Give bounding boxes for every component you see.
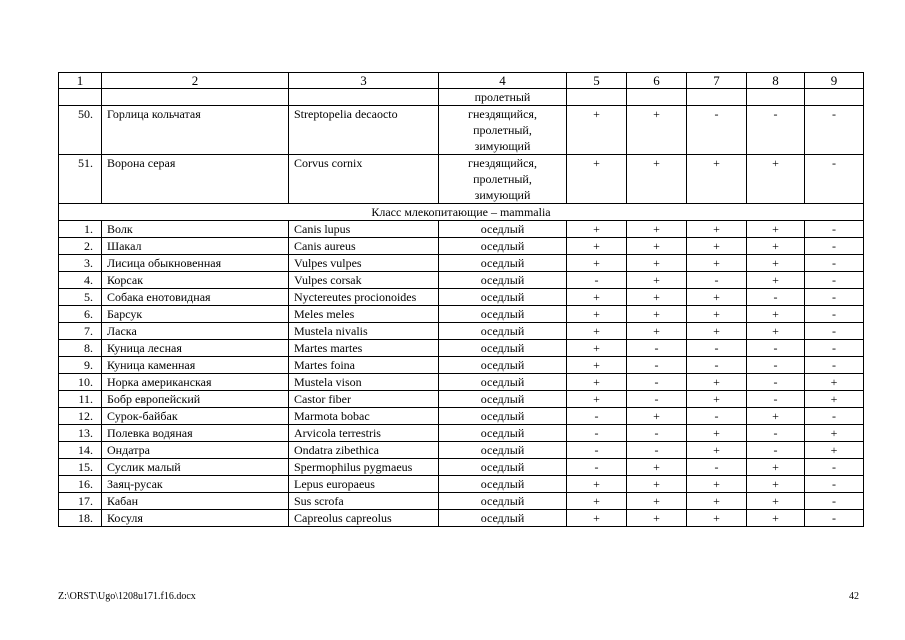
col-7-cell: +	[687, 155, 747, 204]
col-9-cell: -	[805, 493, 864, 510]
table-row	[59, 493, 864, 510]
col-9-cell: -	[805, 272, 864, 289]
col-5-cell: +	[567, 306, 627, 323]
col-9-cell: -	[805, 357, 864, 374]
row-number-cell: 5.	[59, 289, 102, 306]
col-7-cell	[687, 89, 747, 106]
status-cell: гнездящийся, пролетный, зимующий	[439, 155, 567, 204]
col-7-cell: +	[687, 289, 747, 306]
col-7-cell: +	[687, 510, 747, 527]
header-cell: 3	[289, 73, 439, 89]
col-7-cell: -	[687, 340, 747, 357]
table-row	[59, 272, 864, 289]
col-7-cell: +	[687, 238, 747, 255]
col-7-cell: +	[687, 391, 747, 408]
col-6-cell: -	[627, 357, 687, 374]
col-9-cell: +	[805, 374, 864, 391]
col-9-cell: -	[805, 476, 864, 493]
col-5-cell: +	[567, 221, 627, 238]
species-name-cell: Кабан	[102, 493, 289, 510]
species-name-cell: Волк	[102, 221, 289, 238]
col-6-cell: +	[627, 459, 687, 476]
species-table	[58, 72, 864, 527]
species-name-cell: Куница лесная	[102, 340, 289, 357]
latin-name-cell: Vulpes corsak	[289, 272, 439, 289]
col-9-cell: -	[805, 255, 864, 272]
col-7-cell: +	[687, 476, 747, 493]
row-number-cell: 51.	[59, 155, 102, 204]
col-6-cell: -	[627, 374, 687, 391]
col-9-cell: -	[805, 221, 864, 238]
col-6-cell: +	[627, 272, 687, 289]
row-number-cell: 9.	[59, 357, 102, 374]
col-7-cell: +	[687, 323, 747, 340]
col-6-cell: -	[627, 340, 687, 357]
table-row	[59, 391, 864, 408]
col-9-cell: -	[805, 289, 864, 306]
section-row	[59, 204, 864, 221]
status-cell: оседлый	[439, 391, 567, 408]
col-7-cell: -	[687, 106, 747, 155]
status-cell: оседлый	[439, 340, 567, 357]
status-cell: оседлый	[439, 306, 567, 323]
col-5-cell: +	[567, 106, 627, 155]
table-body	[59, 89, 864, 527]
col-8-cell: +	[747, 408, 805, 425]
latin-name-cell: Martes martes	[289, 340, 439, 357]
row-number-cell: 11.	[59, 391, 102, 408]
col-9-cell: -	[805, 408, 864, 425]
col-8-cell: +	[747, 221, 805, 238]
col-9-cell: +	[805, 425, 864, 442]
species-name-cell	[102, 89, 289, 106]
header-cell: 4	[439, 73, 567, 89]
col-5-cell: +	[567, 510, 627, 527]
table-row	[59, 374, 864, 391]
col-7-cell: -	[687, 357, 747, 374]
col-9-cell: -	[805, 306, 864, 323]
col-8-cell: -	[747, 289, 805, 306]
latin-name-cell: Streptopelia decaocto	[289, 106, 439, 155]
col-7-cell: -	[687, 272, 747, 289]
col-8-cell: -	[747, 106, 805, 155]
footer-file-path: Z:\ORST\Ugo\1208u171.f16.docx	[58, 591, 196, 602]
latin-name-cell: Capreolus capreolus	[289, 510, 439, 527]
col-9-cell: -	[805, 459, 864, 476]
col-7-cell: +	[687, 306, 747, 323]
col-5-cell: -	[567, 425, 627, 442]
col-6-cell: -	[627, 442, 687, 459]
latin-name-cell: Spermophilus pygmaeus	[289, 459, 439, 476]
status-cell: оседлый	[439, 442, 567, 459]
table-row	[59, 323, 864, 340]
col-6-cell: +	[627, 221, 687, 238]
status-cell: оседлый	[439, 272, 567, 289]
col-9-cell: +	[805, 391, 864, 408]
col-9-cell: -	[805, 238, 864, 255]
col-8-cell: +	[747, 459, 805, 476]
header-cell: 8	[747, 73, 805, 89]
col-9-cell: -	[805, 155, 864, 204]
col-8-cell: -	[747, 374, 805, 391]
col-7-cell: -	[687, 459, 747, 476]
col-5-cell: +	[567, 374, 627, 391]
col-8-cell: -	[747, 442, 805, 459]
row-number-cell: 17.	[59, 493, 102, 510]
header-cell: 5	[567, 73, 627, 89]
species-name-cell: Лисица обыкновенная	[102, 255, 289, 272]
species-name-cell: Барсук	[102, 306, 289, 323]
table-row	[59, 89, 864, 106]
status-cell: оседлый	[439, 289, 567, 306]
latin-name-cell: Vulpes vulpes	[289, 255, 439, 272]
header-cell: 7	[687, 73, 747, 89]
col-5-cell: -	[567, 408, 627, 425]
col-5-cell: -	[567, 442, 627, 459]
section-title: Класс млекопитающие – mammalia	[59, 204, 864, 221]
col-5-cell: -	[567, 459, 627, 476]
col-5-cell	[567, 89, 627, 106]
col-8-cell: +	[747, 476, 805, 493]
status-cell: оседлый	[439, 221, 567, 238]
latin-name-cell: Marmota bobac	[289, 408, 439, 425]
table-row	[59, 306, 864, 323]
header-cell: 2	[102, 73, 289, 89]
status-cell: оседлый	[439, 255, 567, 272]
col-6-cell	[627, 89, 687, 106]
col-7-cell: +	[687, 255, 747, 272]
row-number-cell: 6.	[59, 306, 102, 323]
col-5-cell: +	[567, 357, 627, 374]
table-row	[59, 106, 864, 155]
col-8-cell: +	[747, 155, 805, 204]
col-8-cell: -	[747, 391, 805, 408]
table-row	[59, 221, 864, 238]
row-number-cell: 16.	[59, 476, 102, 493]
species-name-cell: Ласка	[102, 323, 289, 340]
species-name-cell: Суслик малый	[102, 459, 289, 476]
row-number-cell: 10.	[59, 374, 102, 391]
col-6-cell: +	[627, 106, 687, 155]
col-6-cell: +	[627, 510, 687, 527]
status-cell: оседлый	[439, 238, 567, 255]
col-5-cell: +	[567, 289, 627, 306]
table-row	[59, 510, 864, 527]
species-name-cell: Ворона серая	[102, 155, 289, 204]
col-6-cell: +	[627, 476, 687, 493]
col-5-cell: +	[567, 391, 627, 408]
table-row	[59, 476, 864, 493]
species-name-cell: Корсак	[102, 272, 289, 289]
latin-name-cell: Corvus cornix	[289, 155, 439, 204]
col-6-cell: +	[627, 493, 687, 510]
col-6-cell: +	[627, 323, 687, 340]
col-6-cell: +	[627, 155, 687, 204]
header-cell: 6	[627, 73, 687, 89]
col-5-cell: +	[567, 476, 627, 493]
header-cell: 1	[59, 73, 102, 89]
status-cell: гнездящийся, пролетный, зимующий	[439, 106, 567, 155]
col-7-cell: -	[687, 408, 747, 425]
latin-name-cell: Lepus europaeus	[289, 476, 439, 493]
col-6-cell: +	[627, 238, 687, 255]
latin-name-cell	[289, 89, 439, 106]
status-cell: оседлый	[439, 510, 567, 527]
col-8-cell: +	[747, 493, 805, 510]
row-number-cell: 3.	[59, 255, 102, 272]
status-cell: оседлый	[439, 374, 567, 391]
col-8-cell: -	[747, 340, 805, 357]
species-name-cell: Заяц-русак	[102, 476, 289, 493]
status-cell: пролетный	[439, 89, 567, 106]
latin-name-cell: Castor fiber	[289, 391, 439, 408]
latin-name-cell: Ondatra zibethica	[289, 442, 439, 459]
col-8-cell: +	[747, 323, 805, 340]
col-8-cell: -	[747, 357, 805, 374]
species-name-cell: Косуля	[102, 510, 289, 527]
latin-name-cell: Martes foina	[289, 357, 439, 374]
row-number-cell: 2.	[59, 238, 102, 255]
col-5-cell: +	[567, 238, 627, 255]
row-number-cell	[59, 89, 102, 106]
row-number-cell: 8.	[59, 340, 102, 357]
row-number-cell: 18.	[59, 510, 102, 527]
col-8-cell: +	[747, 255, 805, 272]
header-cell: 9	[805, 73, 864, 89]
col-5-cell: +	[567, 323, 627, 340]
latin-name-cell: Meles meles	[289, 306, 439, 323]
row-number-cell: 50.	[59, 106, 102, 155]
species-name-cell: Полевка водяная	[102, 425, 289, 442]
col-5-cell: +	[567, 493, 627, 510]
table-row	[59, 442, 864, 459]
latin-name-cell: Canis aureus	[289, 238, 439, 255]
table-row	[59, 459, 864, 476]
col-6-cell: -	[627, 425, 687, 442]
row-number-cell: 14.	[59, 442, 102, 459]
row-number-cell: 1.	[59, 221, 102, 238]
col-8-cell: +	[747, 510, 805, 527]
status-cell: оседлый	[439, 357, 567, 374]
col-9-cell: -	[805, 510, 864, 527]
species-name-cell: Ондатра	[102, 442, 289, 459]
species-name-cell: Норка американская	[102, 374, 289, 391]
col-6-cell: +	[627, 255, 687, 272]
col-5-cell: +	[567, 155, 627, 204]
latin-name-cell: Canis lupus	[289, 221, 439, 238]
status-cell: оседлый	[439, 425, 567, 442]
col-7-cell: +	[687, 442, 747, 459]
footer-page-number: 42	[849, 591, 859, 602]
col-7-cell: +	[687, 493, 747, 510]
col-8-cell: +	[747, 306, 805, 323]
table-row	[59, 238, 864, 255]
row-number-cell: 12.	[59, 408, 102, 425]
latin-name-cell: Arvicola terrestris	[289, 425, 439, 442]
col-6-cell: +	[627, 306, 687, 323]
table-row	[59, 408, 864, 425]
col-8-cell: -	[747, 425, 805, 442]
table-row	[59, 255, 864, 272]
col-5-cell: +	[567, 255, 627, 272]
latin-name-cell: Sus scrofa	[289, 493, 439, 510]
latin-name-cell: Mustela nivalis	[289, 323, 439, 340]
species-name-cell: Сурок-байбак	[102, 408, 289, 425]
col-8-cell: +	[747, 272, 805, 289]
species-name-cell: Куница каменная	[102, 357, 289, 374]
status-cell: оседлый	[439, 493, 567, 510]
col-8-cell: +	[747, 238, 805, 255]
col-9-cell: -	[805, 106, 864, 155]
col-8-cell	[747, 89, 805, 106]
row-number-cell: 13.	[59, 425, 102, 442]
table-row	[59, 289, 864, 306]
col-9-cell: +	[805, 442, 864, 459]
col-6-cell: +	[627, 289, 687, 306]
latin-name-cell: Mustela vison	[289, 374, 439, 391]
col-6-cell: +	[627, 408, 687, 425]
col-5-cell: -	[567, 272, 627, 289]
species-name-cell: Собака енотовидная	[102, 289, 289, 306]
table-row	[59, 155, 864, 204]
col-9-cell: -	[805, 340, 864, 357]
latin-name-cell: Nyctereutes procionoides	[289, 289, 439, 306]
col-7-cell: +	[687, 374, 747, 391]
header-row	[59, 73, 864, 89]
row-number-cell: 4.	[59, 272, 102, 289]
row-number-cell: 7.	[59, 323, 102, 340]
col-5-cell: +	[567, 340, 627, 357]
row-number-cell: 15.	[59, 459, 102, 476]
status-cell: оседлый	[439, 459, 567, 476]
status-cell: оседлый	[439, 323, 567, 340]
status-cell: оседлый	[439, 408, 567, 425]
table-row	[59, 340, 864, 357]
col-9-cell	[805, 89, 864, 106]
species-name-cell: Горлица кольчатая	[102, 106, 289, 155]
table-row	[59, 357, 864, 374]
table-row	[59, 425, 864, 442]
col-7-cell: +	[687, 221, 747, 238]
status-cell: оседлый	[439, 476, 567, 493]
col-9-cell: -	[805, 323, 864, 340]
col-7-cell: +	[687, 425, 747, 442]
species-name-cell: Бобр европейский	[102, 391, 289, 408]
col-6-cell: -	[627, 391, 687, 408]
species-name-cell: Шакал	[102, 238, 289, 255]
